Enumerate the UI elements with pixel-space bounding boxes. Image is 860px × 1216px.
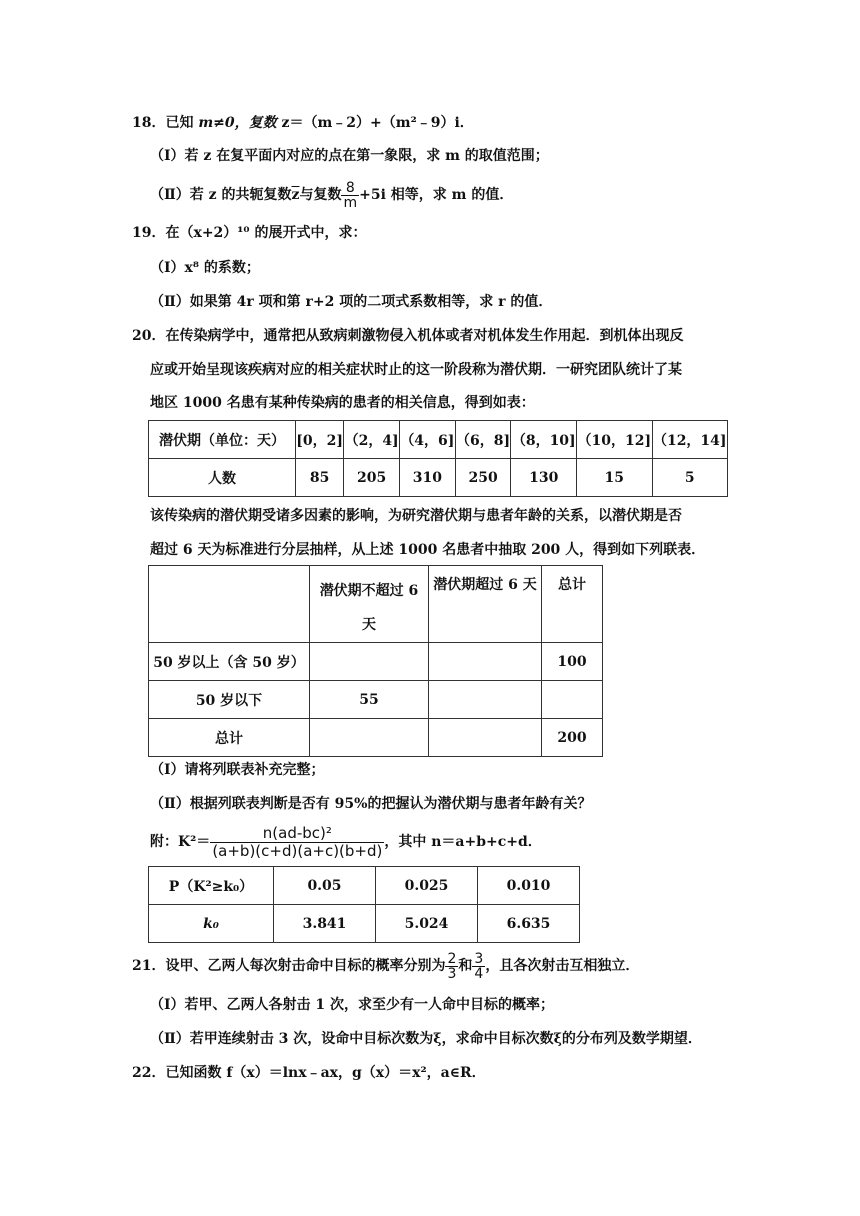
k2-formula-denominator: (a+b)(c+d)(a+c)(b+d) [212,841,383,860]
formula-suffix: ，其中 n＝a+b+c+d． [384,834,542,850]
q20-line1: 20．在传染病学中，通常把从致病刺激物侵入机体或者对机体发生作用起．到机体出现反 [132,328,684,344]
q22-head: 22．已知函数 f（x）＝lnx﹣ax，g（x）＝x²，a∈R． [132,1065,486,1081]
q18-fraction-numerator: 8 [341,181,359,196]
q20-line3: 地区 1000 名患有某种传染病的患者的相关信息，得到如表： [150,395,535,411]
interval-cell: （12，14] [652,421,728,459]
q18-part2-text-c: +5i 相等，求 m 的值． [359,187,514,203]
k0-cell: 6.635 [478,905,580,943]
col-not-over-6-line1: 潜伏期不超过 6 [319,583,419,599]
prob-a-numerator: 2 [447,950,457,967]
contingency-cell [310,643,429,681]
interval-cell: （2，4] [344,421,400,459]
row-label: 总计 [149,719,310,757]
q21-text-a: 21．设甲、乙两人每次射击命中目标的概率分别为 [132,958,446,974]
prob-a-fraction [445,952,458,981]
contingency-cell [429,681,542,719]
p-row-label: P（K²≥k₀） [149,867,274,905]
q21-and: 和 [458,958,473,974]
q18-fraction [341,181,359,210]
q21-head [132,950,639,982]
col-over-6: 潜伏期超过 6 天 [429,566,542,643]
q19-head: 19．在（x+2）¹⁰ 的展开式中，求： [132,225,367,241]
incubation-header-label: 潜伏期（单位：天） [149,421,296,459]
q19-part2: （Ⅱ）如果第 4r 项和第 r+2 项的二项式系数相等，求 r 的值． [150,294,553,310]
prob-b-numerator: 3 [474,950,484,967]
q21-text-b: ，且各次射击互相独立． [485,958,640,974]
contingency-table [148,565,603,757]
q20-line4: 该传染病的潜伏期受诸多因素的影响，为研究潜伏期与患者年龄的关系，以潜伏期是否 [150,508,682,524]
count-cell: 85 [296,459,344,497]
q20-part1: （Ⅰ）请将列联表补充完整； [150,762,325,778]
col-not-over-6-line2: 天 [362,617,376,633]
q21-part1: （Ⅰ）若甲、乙两人各射击 1 次，求至少有一人命中目标的概率； [150,997,555,1013]
q20-line5: 超过 6 天为标准进行分层抽样，从上述 1000 名患者中抽取 200 人，得到如下列联表． [150,542,706,558]
k0-row-label: k₀ [149,905,274,943]
count-cell: 130 [511,459,577,497]
q18-part2 [150,180,513,210]
row-label: 50 岁以下 [149,681,310,719]
q18-line [132,113,474,133]
q18-part2-text-a: （Ⅱ）若 z 的共轭复数 [150,187,292,203]
contingency-cell [429,643,542,681]
count-cell: 5 [652,459,728,497]
col-total: 总计 [542,566,603,643]
q20-formula-note [150,824,542,860]
interval-cell: （6，8] [455,421,511,459]
k2-formula-numerator: n(ad-bc)² [210,825,384,843]
q20-part2: （Ⅱ）根据列联表判断是否有 95%的把握认为潜伏期与患者年龄有关？ [150,796,592,812]
p-cell: 0.025 [376,867,478,905]
q19-part1: （Ⅰ）x⁸ 的系数； [150,260,260,276]
q18-part1: （Ⅰ）若 z 在复平面内对应的点在第一象限，求 m 的取值范围； [150,148,549,164]
interval-cell: [0，2] [296,421,344,459]
contingency-cell: 100 [542,643,603,681]
q21-part2: （Ⅱ）若甲连续射击 3 次，设命中目标次数为ξ，求命中目标次数ξ的分布列及数学期望． [150,1031,702,1047]
corner-cell [149,566,310,643]
count-row-label: 人数 [149,459,296,497]
k0-cell: 5.024 [376,905,478,943]
count-cell: 250 [455,459,511,497]
contingency-cell [310,719,429,757]
count-cell: 15 [577,459,652,497]
contingency-cell: 55 [310,681,429,719]
q18-z-definition: z＝（m﹣2）+（m²﹣9）i． [281,115,474,131]
prob-b-fraction [472,952,485,981]
q18-head: 18．已知 [132,115,194,131]
incubation-table [148,420,728,497]
contingency-cell [429,719,542,757]
prob-a-denominator: 3 [447,965,457,982]
count-cell: 310 [400,459,456,497]
count-cell: 205 [344,459,400,497]
k0-cell: 3.841 [274,905,376,943]
critical-value-table [148,866,580,943]
col-not-over-6 [310,566,429,643]
p-cell: 0.010 [478,867,580,905]
formula-prefix: 附：K²＝ [150,834,211,850]
interval-cell: （8，10] [511,421,577,459]
q18-part2-text-b: 与复数 [299,187,342,203]
p-cell: 0.05 [274,867,376,905]
row-label: 50 岁以上（含 50 岁） [149,643,310,681]
q18-fraction-denominator: m [343,194,358,211]
q18-zbar: $\overline{z}$ [291,187,300,203]
contingency-cell: 200 [542,719,603,757]
q20-line2: 应或开始呈现该疾病对应的相关症状时止的这一阶段称为潜伏期．一研究团队统计了某 [150,362,682,378]
k2-formula [210,825,384,860]
interval-cell: （4，6] [400,421,456,459]
contingency-cell [542,681,603,719]
prob-b-denominator: 4 [474,965,484,982]
interval-cell: （10，12] [577,421,652,459]
q18-condition: m≠0，复数 [198,115,277,131]
